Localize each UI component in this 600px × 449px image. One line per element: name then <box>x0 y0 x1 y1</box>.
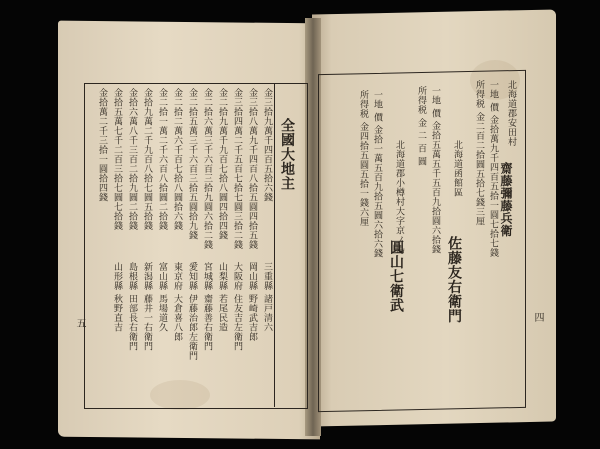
owner-row: 新潟縣 藤井一右衛門 <box>142 262 152 351</box>
entry-row: 所得税 金二百二拾圓五拾七錢三厘 <box>474 80 484 226</box>
amount-row: 金拾九萬二千九百八拾七圓五拾錢 <box>142 88 152 231</box>
entry-row: 所得税 金 二 百 圓 <box>416 86 426 166</box>
owner-row: 島根縣 田部長右衛門 <box>127 262 137 351</box>
entry-name: 圓山七衛武 <box>388 240 404 313</box>
entry-location: 北海道函館區 <box>452 140 462 197</box>
entry-location: 北海道郡小樽村大字京ノ島 <box>394 140 404 254</box>
amount-row: 金拾六萬八千三百二拾九圓二拾錢 <box>127 88 137 231</box>
entry-location: 北海道郡安田村 <box>506 80 516 147</box>
amount-row: 金三拾八萬九千四百八拾五圓四拾五錢 <box>247 88 257 250</box>
amount-row: 金二拾五萬三千六百三拾五圓拾九錢 <box>187 88 197 240</box>
entry-name: 佐藤友右衛門 <box>446 236 462 323</box>
amount-row: 金二拾九萬千九百七拾八圓四拾四錢 <box>217 88 227 240</box>
entry-row: 一地 價 金拾五萬五千五百九拾圓六拾錢 <box>430 86 440 255</box>
owner-row: 大阪府 住友吉左衛門 <box>232 262 242 351</box>
right-folio-number: 四 <box>532 312 543 322</box>
entry-row: 一地 價 金拾一萬五百九拾五圓六拾六錢 <box>372 90 382 259</box>
amount-row: 金二拾二萬六千百七拾八圓拾六錢 <box>172 88 182 231</box>
left-page-heading: 全國大地主 <box>279 118 295 191</box>
amount-row: 金二拾一萬二千六百八拾圓二拾錢 <box>157 88 167 231</box>
owner-row: 富山縣 馬場道久 <box>157 262 167 332</box>
entry-row: 所得税 金四拾五圓五拾一錢六厘 <box>358 90 368 227</box>
left-heading-rule <box>274 83 275 407</box>
owner-row: 山梨縣 若尾民造 <box>217 262 227 332</box>
amount-row: 金拾萬二千三拾一圓拾四錢 <box>97 88 107 202</box>
owner-row: 宮城縣 齋藤善右衛門 <box>202 262 212 351</box>
amount-row: 金二拾六萬三千六百三拾九圓六拾二錢 <box>202 88 212 250</box>
owner-row: 三重縣 諸戸清六 <box>262 262 272 332</box>
owner-row: 岡山縣 野崎武吉郎 <box>247 262 257 342</box>
entry-row: 一地 價 金拾萬九千四百五拾一圓七拾七錢 <box>488 80 498 258</box>
owner-row: 山形縣 秋野直吉 <box>112 262 122 332</box>
owner-row: 東京府 大倉喜八郎 <box>172 262 182 342</box>
amount-row: 金三拾九萬千四百五拾六錢 <box>262 88 272 202</box>
entry-name: 齋藤彌藤兵衛 <box>499 162 513 237</box>
left-folio-number: 五 <box>74 318 85 328</box>
amount-row: 金三拾四萬二千五百七拾七圓三拾二錢 <box>232 88 242 250</box>
amount-row: 金拾五萬七千二百三拾七圓七拾錢 <box>112 88 122 231</box>
owner-row: 愛知縣 伊藤治郎左衛門 <box>187 262 197 361</box>
